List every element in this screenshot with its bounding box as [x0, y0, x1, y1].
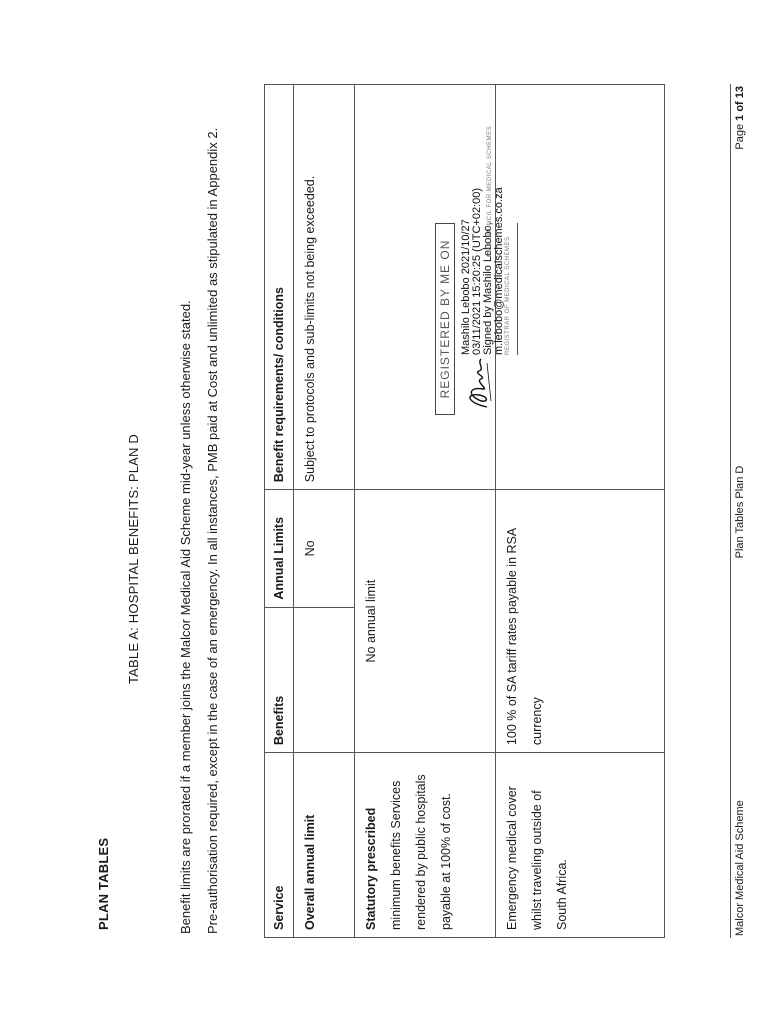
hospital-benefits-table [264, 84, 665, 938]
registrar-caption: REGISTRAR OF MEDICAL SCHEMES [505, 236, 511, 355]
page-label: Page [734, 120, 746, 150]
header-benefit-requirements: Benefit requirements/ conditions [265, 85, 294, 490]
cell-benefits-limits: 100 % of SA tariff rates payable in RSA currency [496, 490, 665, 753]
footer-scheme-name: Malcor Medical Aid Scheme [734, 800, 746, 936]
registration-stamp [435, 125, 539, 415]
header-annual-limits: Annual Limits [265, 490, 294, 607]
table-row [294, 85, 355, 938]
footer-page-number [734, 86, 746, 150]
service-description: Emergency medical cover whilst traveling outside of South Africa. [505, 786, 569, 930]
table-title: TABLE A: HOSPITAL BENEFITS: PLAN D [126, 433, 141, 685]
table-row [496, 85, 665, 938]
signature-line-name-date: Mashilo Lebobo 2021/10/27 [460, 219, 472, 355]
footer-document-name: Plan Tables Plan D [734, 465, 746, 559]
cell-requirements: Subject to protocols and sub-limits not being exceeded. [294, 85, 355, 490]
cell-benefits-limits: No annual limit [355, 490, 496, 753]
header-benefits: Benefits [265, 607, 294, 752]
cell-benefits [294, 607, 355, 752]
section-heading: PLAN TABLES [96, 837, 111, 930]
registered-label: REGISTERED BY ME ON [435, 223, 455, 415]
service-name: Statutory prescribed [364, 807, 378, 930]
footer-divider [730, 84, 731, 938]
signature-line-signer: Signed by Mashilo Lebobo, [482, 222, 494, 355]
cell-service [355, 753, 496, 938]
header-service: Service [265, 753, 294, 938]
service-description: minimum benefits Services rendered by public hospitals payable at 100% of cost. [389, 774, 453, 930]
cell-annual-limits: No [294, 490, 355, 607]
page-count: 1 of 13 [734, 86, 746, 121]
intro-line-proration: Benefit limits are prorated if a member joins the Malcor Medical Aid Scheme mid-year unless otherwise stated. [178, 300, 193, 934]
service-name: Overall annual limit [303, 814, 317, 930]
table-header-row [265, 85, 294, 938]
cell-service [496, 753, 665, 938]
scheme-caption: CMS COUNCIL FOR MEDICAL SCHEMES [487, 125, 493, 257]
signature-line-email: m.lebobo@medicalschemes.co.za [493, 187, 505, 355]
stamp-underline [517, 223, 518, 355]
cell-service [294, 753, 355, 938]
intro-line-preauthorisation: Pre-authorisation required, except in the case of an emergency. In all instances, PMB paid at Cost and unlimited as stipulated in Appendix 2. [205, 127, 220, 934]
signature-line-timestamp: 03/11/2021 15:20:25 (UTC+02:00) [471, 187, 483, 355]
signature-icon [457, 357, 497, 411]
